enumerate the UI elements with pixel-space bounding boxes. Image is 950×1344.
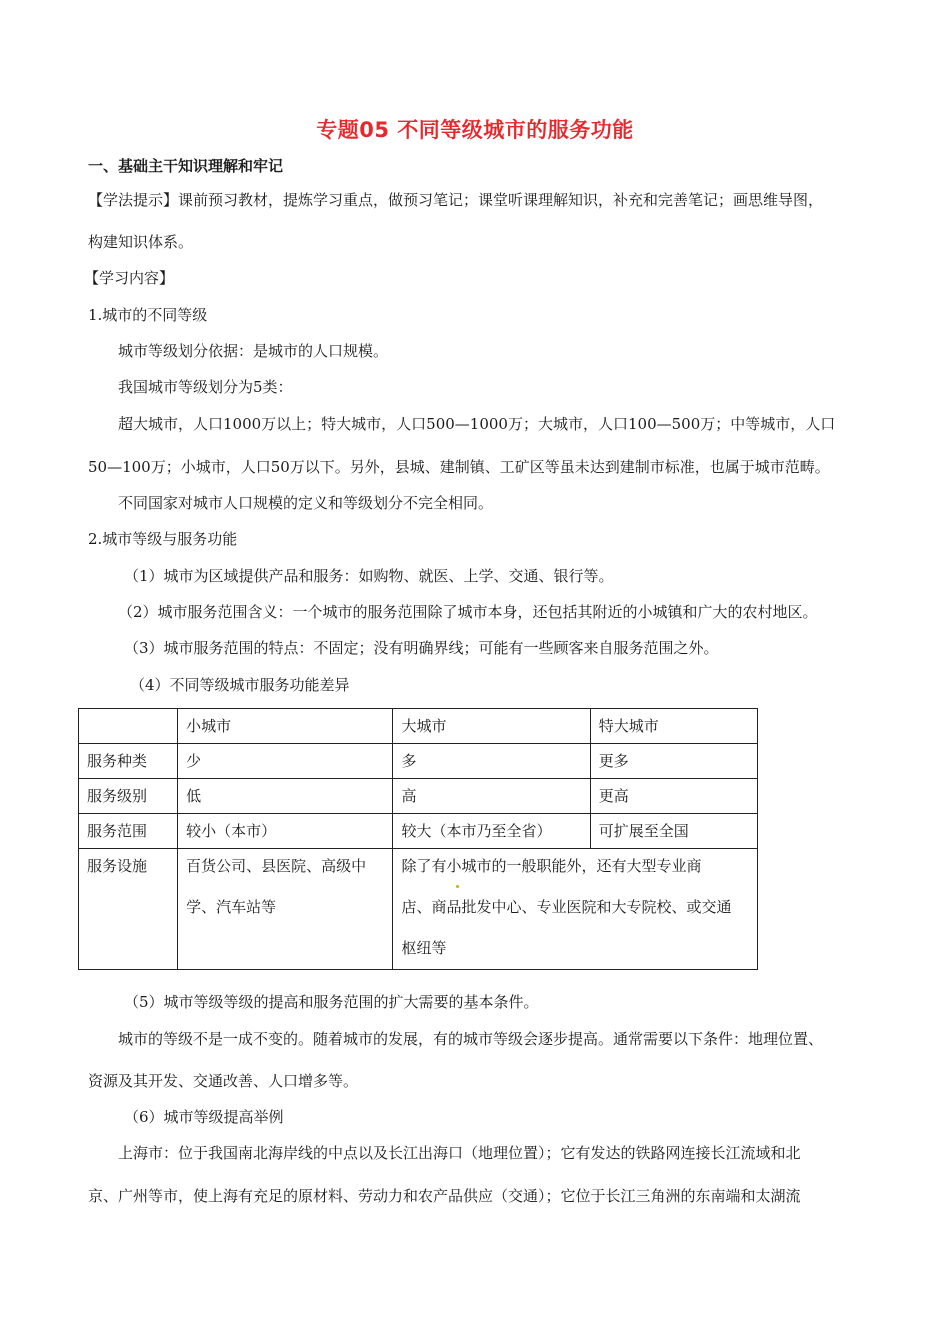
large-city-facility-line-3: 枢纽等 [401, 939, 447, 957]
study-tip-line-1: 【学法提示】课前预习教材，提炼学习重点，做预习笔记；课堂听课理解知识，补充和完善笔记；画思维导图， [88, 191, 824, 209]
study-content-heading: 【学习内容】 [84, 269, 175, 287]
section-heading: 一、基础主干知识理解和牢记 [88, 157, 284, 175]
paragraph-shanghai-line-2: 京、广州等市，使上海有充足的原材料、劳动力和农产品供应（交通）；它位于长江三角洲的东南端和太湖流 [88, 1187, 801, 1205]
table-cell: 更多 [590, 744, 757, 779]
study-tip-line-2: 构建知识体系。 [88, 233, 194, 251]
item-2: （2）城市服务范围含义：一个城市的服务范围除了城市本身，还包括其附近的小城镇和广大的农村地区。 [118, 603, 818, 621]
table-header-cell: 大城市 [393, 709, 590, 744]
large-city-facility-line-2: 店、商品批发中心、专业医院和大专院校、或交通 [401, 898, 732, 916]
table-cell: 低 [178, 779, 393, 814]
paragraph-classes-line-1: 超大城市，人口1000万以上；特大城市，人口500—1000万；大城市，人口100—500万；中等城市，人口 [118, 415, 836, 433]
table-row-label: 服务范围 [79, 814, 178, 849]
service-function-table [78, 708, 758, 970]
heading-city-levels: 1.城市的不同等级 [88, 306, 208, 324]
table-cell: 高 [393, 779, 590, 814]
item-4: （4）不同等级城市服务功能差异 [130, 676, 350, 694]
paragraph-shanghai-line-1: 上海市：位于我国南北海岸线的中点以及长江出海口（地理位置）；它有发达的铁路网连接长江流域和北 [118, 1144, 801, 1162]
table-row [79, 779, 758, 814]
table-header-cell: 特大城市 [590, 709, 757, 744]
table-row-label: 服务设施 [79, 849, 178, 970]
item-6: （6）城市等级提高举例 [124, 1108, 284, 1126]
table-row [79, 814, 758, 849]
table-row-label: 服务级别 [79, 779, 178, 814]
ink-mark [456, 885, 459, 888]
table-cell [178, 849, 393, 970]
item-3: （3）城市服务范围的特点：不固定；没有明确界线；可能有一些顾客来自服务范围之外。 [124, 639, 719, 657]
small-city-facility-line-1: 百货公司、县医院、高级中 [186, 857, 367, 875]
table-row [79, 849, 758, 970]
large-city-facility-line-1: 除了有小城市的一般职能外，还有大型专业商 [401, 857, 702, 875]
table-cell: 多 [393, 744, 590, 779]
item-5: （5）城市等级等级的提高和服务范围的扩大需要的基本条件。 [124, 993, 539, 1011]
paragraph-conditions-line-2: 资源及其开发、交通改善、人口增多等。 [88, 1072, 359, 1090]
item-1: （1）城市为区域提供产品和服务：如购物、就医、上学、交通、银行等。 [124, 567, 614, 585]
small-city-facility-line-2: 学、汽车站等 [186, 898, 277, 916]
table-cell: 较小（本市） [178, 814, 393, 849]
table-cell [79, 709, 178, 744]
table-cell: 更高 [590, 779, 757, 814]
page-title: 专题05 不同等级城市的服务功能 [316, 118, 634, 142]
table-cell: 较大（本市乃至全省） [393, 814, 590, 849]
paragraph-countries: 不同国家对城市人口规模的定义和等级划分不完全相同。 [118, 494, 494, 512]
table-header-cell: 小城市 [178, 709, 393, 744]
table-row-label: 服务种类 [79, 744, 178, 779]
table-cell: 少 [178, 744, 393, 779]
paragraph-five-classes: 我国城市等级划分为5类： [118, 378, 293, 396]
paragraph-level-basis: 城市等级划分依据：是城市的人口规模。 [118, 342, 389, 360]
table-cell [393, 849, 758, 970]
heading-service-function: 2.城市等级与服务功能 [88, 530, 238, 548]
table-header-row [79, 709, 758, 744]
table-row [79, 744, 758, 779]
table-cell: 可扩展至全国 [590, 814, 757, 849]
paragraph-classes-line-2: 50—100万；小城市，人口50万以下。另外，县城、建制镇、工矿区等虽未达到建制市标准，也属于城市范畴。 [88, 458, 830, 476]
paragraph-conditions-line-1: 城市的等级不是一成不变的。随着城市的发展，有的城市等级会逐步提高。通常需要以下条件：地理位置、 [118, 1030, 824, 1048]
